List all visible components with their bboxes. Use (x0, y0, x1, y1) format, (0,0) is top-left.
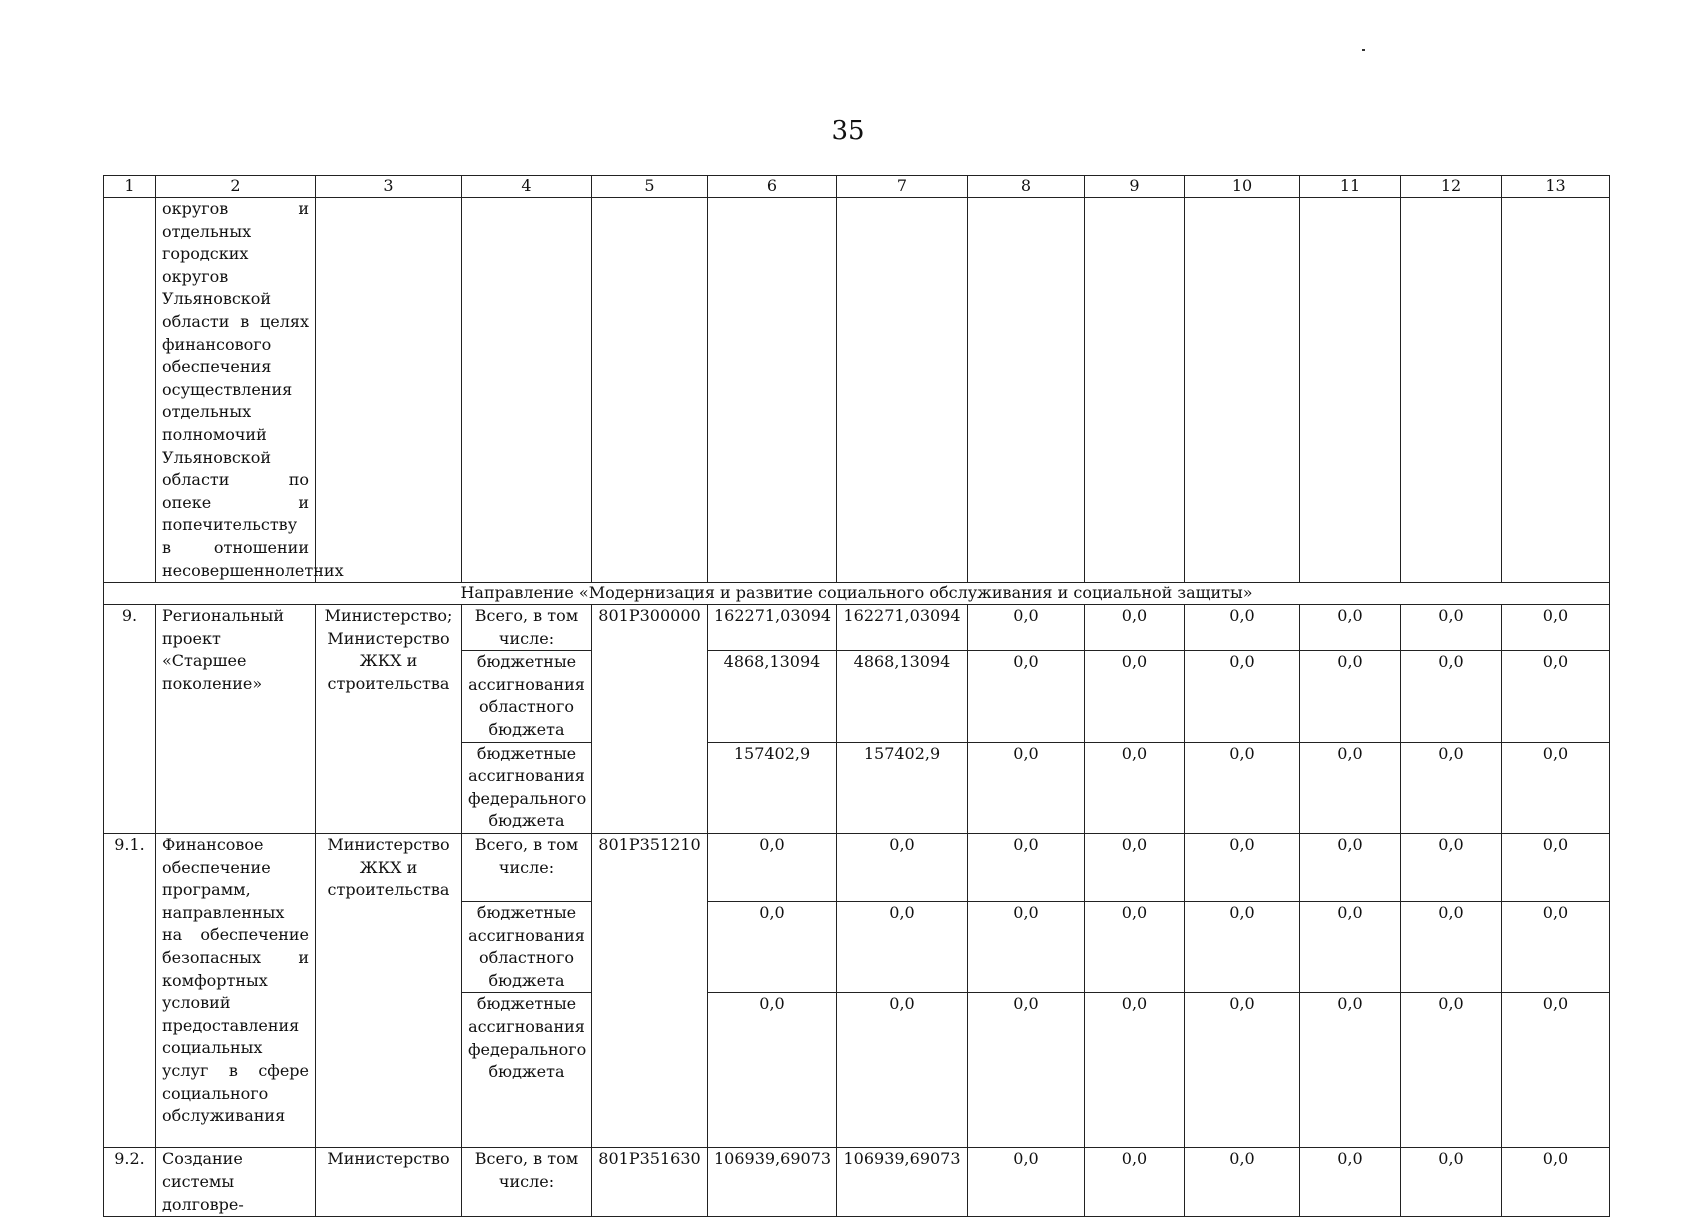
col-header: 9 (1085, 176, 1185, 198)
row-line-label: Всего, в том числе: (462, 1148, 592, 1217)
row-name: округов и отдельных городских округов Ульяновской области в целях финансового обеспечения осуществления отдельных полномочий Ульяновской области по опеке и попечительству в отношении несовершеннолетних (156, 198, 316, 583)
col-header: 3 (316, 176, 462, 198)
cell-value: 0,0 (1185, 993, 1300, 1148)
cell-value: 0,0 (1300, 834, 1401, 902)
col-header: 11 (1300, 176, 1401, 198)
cell-value: 0,0 (1502, 902, 1610, 993)
cell-value: 0,0 (1300, 742, 1401, 833)
cell-value: 0,0 (1401, 993, 1502, 1148)
cell-value: 0,0 (968, 834, 1085, 902)
cell-value: 0,0 (1085, 1148, 1185, 1217)
cell-value: 0,0 (837, 902, 968, 993)
table-header (104, 176, 1610, 198)
cell-value: 0,0 (1401, 651, 1502, 742)
cell-value: 0,0 (1185, 742, 1300, 833)
cell-value: 0,0 (708, 902, 837, 993)
cell-value: 0,0 (1401, 605, 1502, 651)
cell-value: 0,0 (1300, 1148, 1401, 1217)
budget-table (103, 175, 1610, 1217)
cell-value: 0,0 (1300, 651, 1401, 742)
col-header: 10 (1185, 176, 1300, 198)
cell-value: 0,0 (1502, 742, 1610, 833)
cell-value: 0,0 (1502, 834, 1610, 902)
section-title: Направление «Модернизация и развитие социального обслуживания и социальной защиты» (104, 583, 1610, 605)
cell-value: 0,0 (1085, 742, 1185, 833)
cell-value: 162271,03094 (837, 605, 968, 651)
col-header: 12 (1401, 176, 1502, 198)
cell-value: 0,0 (1185, 902, 1300, 993)
row-line-label: бюджетные ассигнования федерального бюджета (462, 742, 592, 833)
row-executor: Министерство (316, 1148, 462, 1217)
cell-value: 0,0 (1085, 993, 1185, 1148)
cell-value: 0,0 (968, 902, 1085, 993)
col-header: 7 (837, 176, 968, 198)
row-name: Создание системы долговре- (156, 1148, 316, 1217)
col-header: 1 (104, 176, 156, 198)
cell-value: 0,0 (1085, 605, 1185, 651)
cell-value: 0,0 (1085, 902, 1185, 993)
row-number: 9. (104, 605, 156, 834)
row-code: 801P300000 (592, 605, 708, 834)
page-number: 35 (831, 116, 865, 146)
cell-value: 0,0 (1502, 651, 1610, 742)
cell-value: 0,0 (837, 993, 968, 1148)
cell-value: 0,0 (1300, 993, 1401, 1148)
cell-value: 4868,13094 (708, 651, 837, 742)
scan-mark (1362, 49, 1365, 51)
row-line-label: бюджетные ассигнования федерального бюджета (462, 993, 592, 1148)
cell-value: 0,0 (968, 605, 1085, 651)
cell-value: 0,0 (968, 651, 1085, 742)
table-row-continuation (104, 198, 1610, 583)
col-header: 8 (968, 176, 1085, 198)
row-code: 801P351630 (592, 1148, 708, 1217)
cell-value: 0,0 (968, 742, 1085, 833)
cell-value: 0,0 (1185, 605, 1300, 651)
cell-value: 0,0 (1502, 605, 1610, 651)
cell-value: 0,0 (1300, 902, 1401, 993)
cell-value: 0,0 (1185, 834, 1300, 902)
row-name: Региональный проект «Старшее поколение» (156, 605, 316, 834)
cell-value: 0,0 (837, 834, 968, 902)
col-header: 13 (1502, 176, 1610, 198)
table-row (104, 834, 1610, 902)
section-row (104, 583, 1610, 605)
table-row (104, 605, 1610, 651)
cell-value: 162271,03094 (708, 605, 837, 651)
cell-value: 0,0 (1185, 651, 1300, 742)
row-number: 9.2. (104, 1148, 156, 1217)
row-code: 801P351210 (592, 834, 708, 1148)
row-executor: Министерство ЖКХ и строительства (316, 834, 462, 1148)
cell-value: 0,0 (1401, 1148, 1502, 1217)
cell-value: 0,0 (708, 834, 837, 902)
cell-value: 0,0 (1502, 993, 1610, 1148)
cell-value: 0,0 (968, 993, 1085, 1148)
col-header: 5 (592, 176, 708, 198)
col-header: 2 (156, 176, 316, 198)
col-header: 4 (462, 176, 592, 198)
cell-value: 0,0 (1401, 902, 1502, 993)
row-line-label: Всего, в том числе: (462, 834, 592, 902)
cell-value: 157402,9 (708, 742, 837, 833)
row-number: 9.1. (104, 834, 156, 1148)
row-line-label: бюджетные ассигнования областного бюджета (462, 902, 592, 993)
cell-value: 0,0 (708, 993, 837, 1148)
cell-value: 4868,13094 (837, 651, 968, 742)
table-row (104, 1148, 1610, 1217)
cell-value: 157402,9 (837, 742, 968, 833)
cell-value: 0,0 (968, 1148, 1085, 1217)
cell-value: 0,0 (1502, 1148, 1610, 1217)
row-line-label: бюджетные ассигнования областного бюджета (462, 651, 592, 742)
cell-value: 0,0 (1401, 834, 1502, 902)
cell-value: 0,0 (1300, 605, 1401, 651)
cell-value: 106939,69073 (837, 1148, 968, 1217)
cell-value: 0,0 (1185, 1148, 1300, 1217)
cell-value: 106939,69073 (708, 1148, 837, 1217)
row-line-label: Всего, в том числе: (462, 605, 592, 651)
row-executor: Министерство; Министерство ЖКХ и строительства (316, 605, 462, 834)
col-header: 6 (708, 176, 837, 198)
cell-value: 0,0 (1085, 834, 1185, 902)
cell-value: 0,0 (1085, 651, 1185, 742)
row-name: Финансовое обеспечение программ, направленных на обеспечение безопасных и комфортных условий предоставления социальных услуг в сфере социального обслуживания (156, 834, 316, 1148)
cell-value: 0,0 (1401, 742, 1502, 833)
